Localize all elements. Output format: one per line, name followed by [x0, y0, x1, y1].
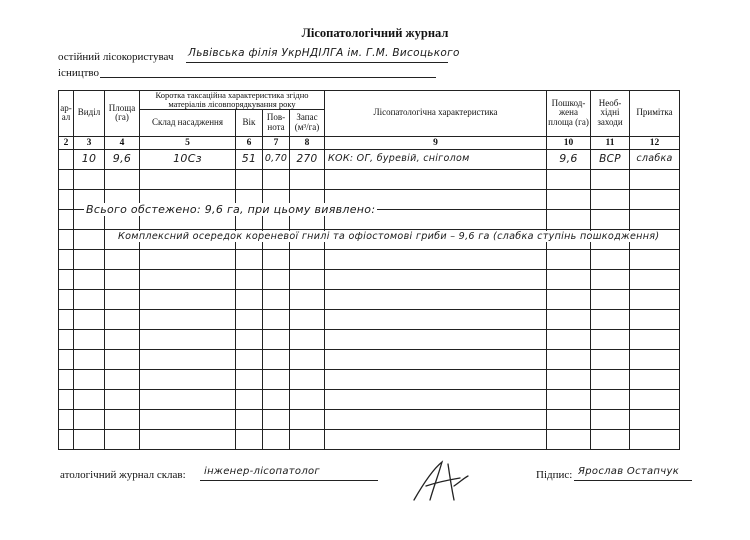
user-label: остійний лісокористувач	[58, 51, 174, 63]
header-group-year: року	[278, 98, 296, 109]
header-stock: Запас (м³/га)	[290, 109, 325, 136]
cell-note: слабка	[630, 149, 680, 169]
header-characteristic: Лісопатологічна характеристика	[325, 91, 547, 137]
header-note: Примітка	[630, 91, 680, 137]
header-composition: Склад насадження	[140, 109, 236, 136]
forestry-label: ісництво	[58, 67, 100, 79]
compiled-label: атологічний журнал склав:	[60, 469, 186, 481]
column-number: 9	[325, 136, 547, 149]
column-number: 2	[59, 136, 74, 149]
column-number: 7	[263, 136, 290, 149]
journal-title: Лісопатологічний журнал	[301, 26, 449, 40]
blank-row	[59, 329, 680, 349]
header-vydil: Виділ	[74, 91, 105, 137]
cell-composition: 10Сз	[140, 149, 236, 169]
cell-age: 51	[236, 149, 263, 169]
header-group-title: Коротка таксаційна характеристика згідно матеріалів лісовпорядкування	[155, 90, 309, 109]
header-density: Пов- нота	[263, 109, 290, 136]
header-age: Вік	[236, 109, 263, 136]
blank-row	[59, 429, 680, 449]
column-number: 4	[105, 136, 140, 149]
blank-row	[59, 349, 680, 369]
header-area: Площа (га)	[105, 91, 140, 137]
finding-text: Комплексний осередок кореневої гнилі та офіостомові гриби – 9,6 га (слабка ступінь пошкодження)	[118, 231, 660, 242]
column-number: 10	[547, 136, 591, 149]
signature-value: Ярослав Остапчук	[578, 466, 680, 477]
compiled-value: інженер-лісопатолог	[204, 466, 320, 477]
signature-underline	[574, 480, 692, 481]
signature-label: Підпис:	[536, 469, 573, 481]
header-kvartal: ар- ал	[59, 91, 74, 137]
header-damaged-area: Пошкод- жена площа (га)	[547, 91, 591, 137]
table-row	[59, 149, 680, 169]
cell-characteristic: КОК: ОГ, буревій, сніголом	[325, 149, 547, 169]
user-underline	[186, 62, 448, 63]
cell-measures: ВСР	[591, 149, 630, 169]
column-number: 11	[591, 136, 630, 149]
header-group	[140, 91, 325, 110]
cell-stock: 270	[290, 149, 325, 169]
journal-table	[58, 90, 680, 450]
summary-text: Всього обстежено: 9,6 га, при цьому виявлено:	[86, 203, 376, 216]
header-measures: Необ- хідні заходи	[591, 91, 630, 137]
blank-row	[59, 389, 680, 409]
cell-damaged-area: 9,6	[547, 149, 591, 169]
blank-row	[59, 409, 680, 429]
blank-row	[59, 309, 680, 329]
column-number: 8	[290, 136, 325, 149]
compiled-underline	[200, 480, 378, 481]
signature-scribble-icon	[404, 456, 474, 506]
forestry-underline	[100, 77, 436, 78]
blank-row	[59, 289, 680, 309]
column-number: 12	[630, 136, 680, 149]
blank-row	[59, 269, 680, 289]
column-numbers-row	[59, 136, 680, 149]
column-number: 5	[140, 136, 236, 149]
blank-row	[59, 169, 680, 189]
blank-row	[59, 249, 680, 269]
header-row-top	[59, 91, 680, 110]
column-number: 3	[74, 136, 105, 149]
cell-density: 0,70	[263, 149, 290, 169]
blank-row	[59, 369, 680, 389]
cell-area: 9,6	[105, 149, 140, 169]
cell-vydil: 10	[74, 149, 105, 169]
user-value: Львівська філія УкрНДІЛГА ім. Г.М. Висоцького	[188, 47, 460, 59]
column-number: 6	[236, 136, 263, 149]
